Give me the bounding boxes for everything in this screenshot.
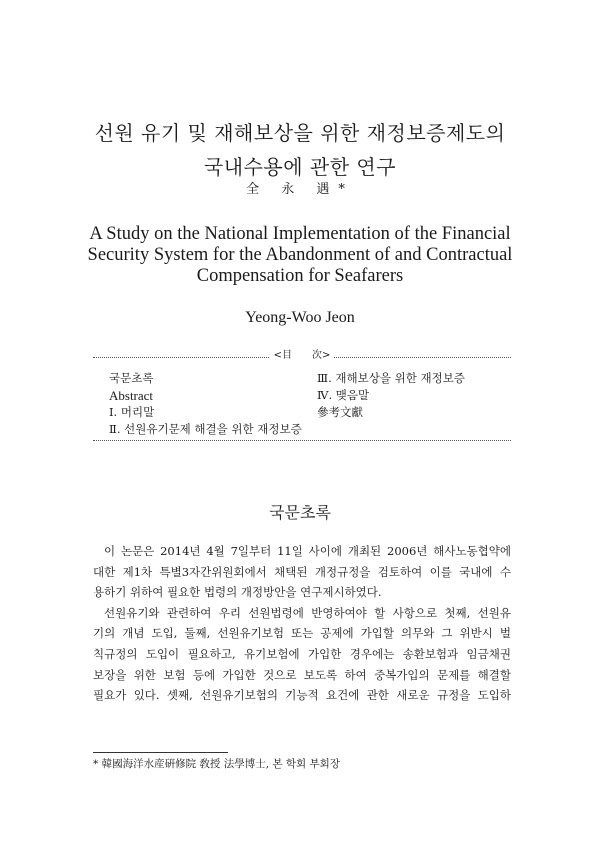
title-english-line-1: A Study on the National Implementation of the Financial (89, 224, 511, 244)
title-english-line-2: Security System for the Abandonment of and Contractual (87, 245, 513, 265)
body-line: 기의 개념 도입, 둘째, 선원유기보험 또는 공제에 가입할 의무와 그 위반시 벌 (93, 626, 511, 641)
title-korean-line-1: 선원 유기 및 재해보상을 위한 재정보증제도의 (94, 121, 506, 145)
footnote-divider (93, 752, 228, 753)
abstract-heading: 국문초록 (269, 503, 331, 522)
toc-item-conclusion: Ⅳ. 맺음말 (317, 388, 370, 402)
toc-item-compensation: Ⅲ. 재해보상을 위한 재정보증 (317, 371, 465, 385)
table-of-contents (93, 350, 511, 441)
toc-item-references: 參考文獻 (317, 405, 363, 419)
toc-item-abstract-en: Abstract (109, 388, 154, 403)
body-line: 대한 제1차 특별3자간위원회에서 채택된 개정규정을 검토하여 이를 국내에 수 (93, 564, 511, 579)
toc-item-introduction: Ⅰ. 머리말 (109, 405, 155, 419)
title-english-line-3: Compensation for Seafarers (196, 266, 404, 286)
toc-title: <目 次> (93, 349, 511, 363)
toc-left-column (109, 370, 302, 438)
toc-item-abandonment: Ⅱ. 선원유기문제 해결을 위한 재정보증 (109, 422, 302, 436)
abstract-body (93, 541, 511, 706)
footnote: * 韓國海洋水産硏修院 敎授 法學博士, 본 학회 부회장 (93, 758, 340, 770)
author-korean: 全 永 遇* (246, 182, 354, 197)
body-line: 보장을 위한 보험 등에 가입한 것으로 보도록 하여 중복가입의 문제를 해결할 (93, 667, 511, 682)
toc-item-abstract-ko: 국문초록 (109, 371, 154, 385)
body-line: 필요가 있다. 셋째, 선원유기보험의 기능적 요건에 관한 새로운 규정을 도입하 (93, 688, 511, 703)
title-korean-line-2: 국내수용에 관한 연구 (203, 155, 397, 179)
body-line: 선원유기와 관련하여 우리 선원법령에 반영하여야 할 사항으로 첫째, 선원유 (104, 605, 511, 620)
title-korean (0, 116, 600, 184)
body-line: 용하기 위하여 필요한 법령의 개정방안을 연구제시하였다. (93, 585, 382, 600)
toc-right-column (317, 370, 465, 421)
author-english: Yeong-Woo Jeon (245, 309, 355, 326)
title-english (0, 224, 600, 287)
body-line: 칙규정의 도입이 필요하고, 유기보험에 가입한 경우에는 송환보험과 임금채권 (93, 646, 511, 661)
body-line: 이 논문은 2014년 4월 7일부터 11일 사이에 개최된 2006년 해사노동협약에 (104, 544, 511, 558)
